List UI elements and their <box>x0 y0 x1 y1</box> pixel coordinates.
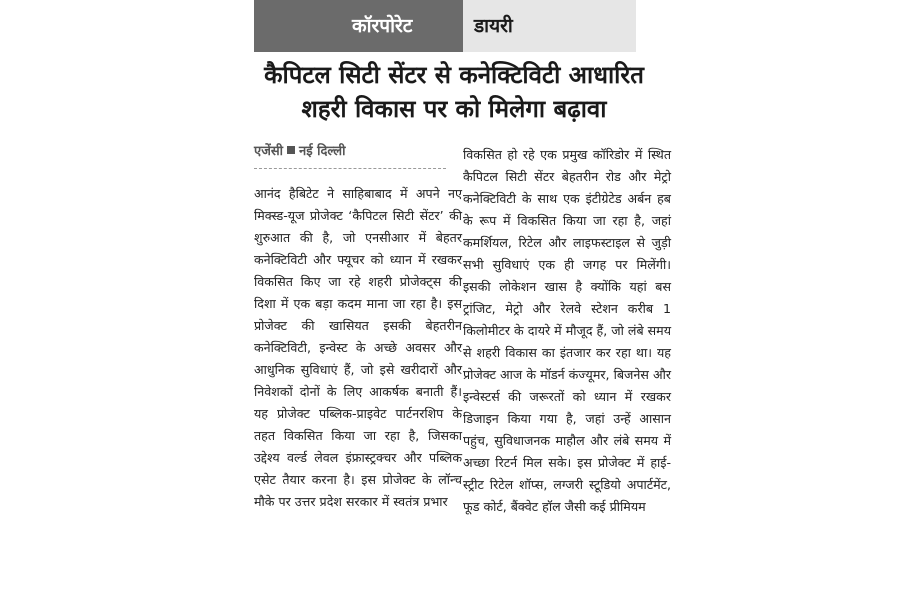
byline-rule <box>254 168 446 169</box>
section-label: डायरी <box>474 15 513 37</box>
article-column-left: आनंद हैबिटेट ने साहिबाबाद में अपने नए मिक्स्ड-यूज प्रोजेक्ट ‘कैपिटल सिटी सेंटर’ की शुरुआत की है, जो एनसीआर में बेहतर कनेक्टिविटी और फ्यूचर को ध्यान में रखकर विकसित किए जा रहे शहरी प्रोजेक्ट्स की दिशा में एक बड़ा कदम माना जा रहा है। इस प्रोजेक्ट की खासियत इसकी बेहतरीन कनेक्टिविटी, इन्वेस्ट के अच्छे अवसर और आधुनिक सुविधाएं हैं, जो इसे खरीदारों और निवेशकों दोनों के लिए आकर्षक बनाती हैं। यह प्रोजेक्ट पब्लिक-प्राइवेट पार्टनरशिप के तहत विकसित किया जा रहा है, जिसका उद्देश्य वर्ल्ड लेवल इंफ्रास्ट्रक्चर और पब्लिक एसेट तैयार करना है। इस प्रोजेक्ट के लॉन्च मौके पर उत्तर प्रदेश सरकार में स्वतंत्र प्रभार <box>254 186 462 509</box>
byline-source: एजेंसी <box>254 144 283 159</box>
byline-place: नई दिल्ली <box>299 144 346 159</box>
category-label: कॉरपोरेट <box>352 15 413 37</box>
byline <box>254 143 345 161</box>
header-band-left <box>220 0 254 52</box>
newspaper-clipping <box>220 0 680 600</box>
header-band-right <box>636 0 680 52</box>
byline-separator-square <box>287 146 295 154</box>
article-headline: कैपिटल सिटी सेंटर से कनेक्टिविटी आधारित शहरी विकास पर को मिलेगा बढ़ावा <box>264 61 644 123</box>
article-column-right: विकसित हो रहे एक प्रमुख कॉरिडोर में स्थित कैपिटल सिटी सेंटर बेहतरीन रोड और मेट्रो कनेक्टिविटी के साथ एक इंटीग्रेटेड अर्बन हब के रूप में विकसित किया जा रहा है, जहां कमर्शियल, रिटेल और लाइफस्टाइल से जुड़ी सभी सुविधाएं एक ही जगह पर मिलेंगी। इसकी लोकेशन खास है क्योंकि यहां बस ट्रांजिट, मेट्रो और रेलवे स्टेशन करीब 1 किलोमीटर के दायरे में मौजूद हैं, जो लंबे समय से शहरी विकास का इंतजार कर रहा था। यह प्रोजेक्ट आज के मॉडर्न कंज्यूमर, बिजनेस और इन्वेस्टर्स की जरूरतों को ध्यान में रखकर डिजाइन किया गया है, जहां उन्हें आसान पहुंच, सुविधाजनक माहौल और लंबे समय में अच्छा रिटर्न मिल सके। इस प्रोजेक्ट में हाई-स्ट्रीट रिटेल शॉप्स, लग्जरी स्टूडियो अपार्टमेंट, फूड कोर्ट, बैंक्वेट हॉल जैसी कई प्रीमियम <box>463 147 671 514</box>
